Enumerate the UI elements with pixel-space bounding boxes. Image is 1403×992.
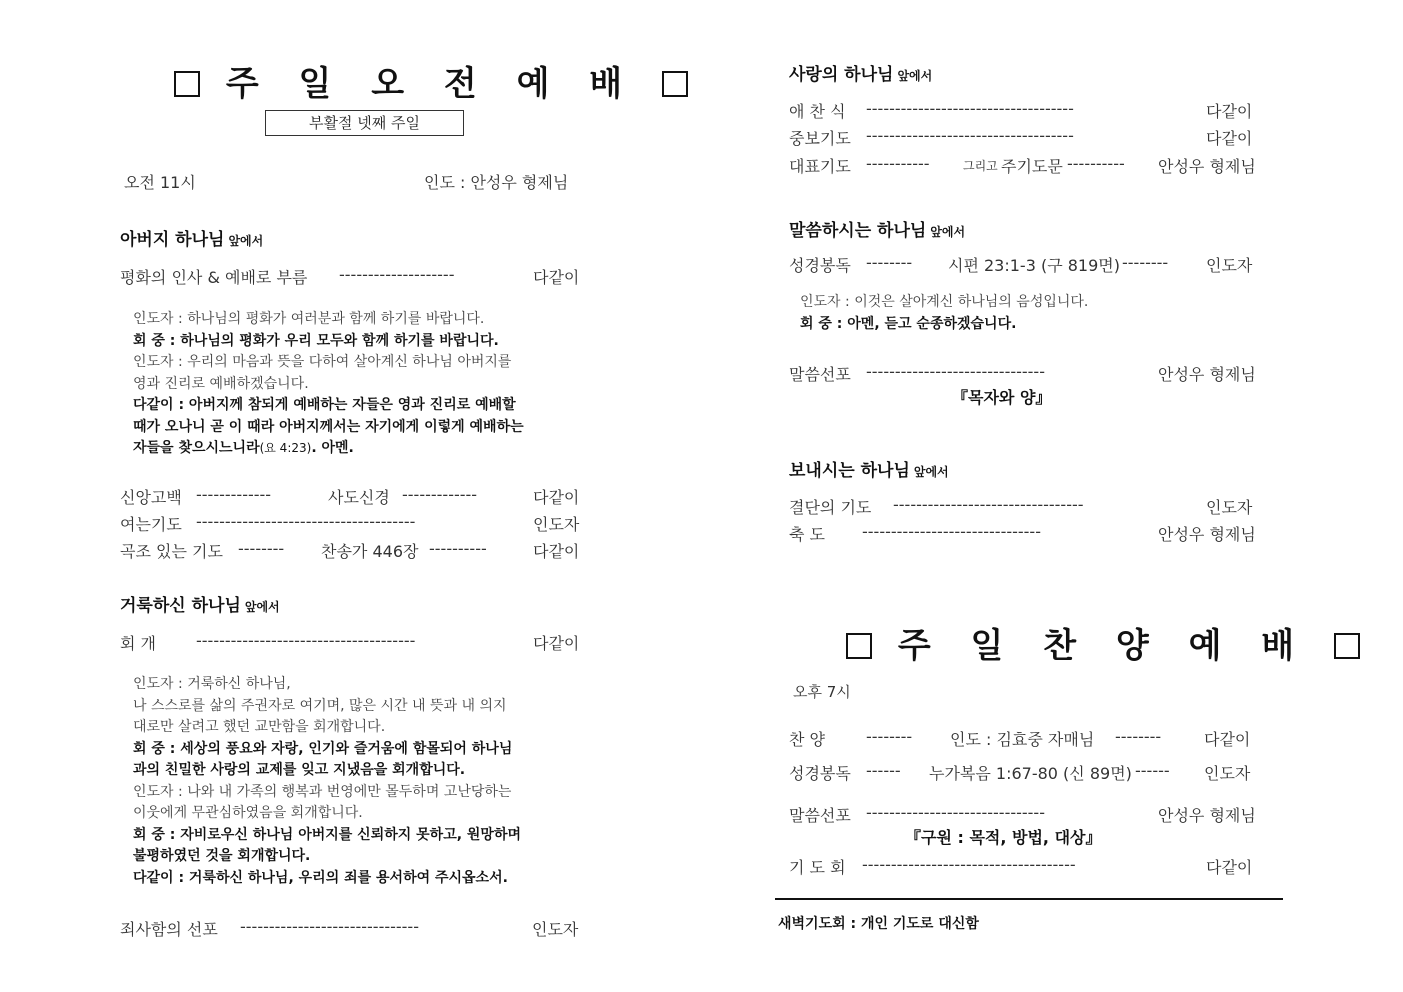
order-item-label: 기 도 회	[789, 858, 846, 877]
order-item-dash: ----------	[429, 539, 487, 558]
square-icon	[846, 633, 872, 659]
morning-service-title: 주 일 오 전 예 배	[174, 56, 688, 105]
order-item-who: 안성우 형제님	[1158, 365, 1256, 384]
subtitle-box: 부활절 넷째 주일	[265, 110, 464, 136]
section-heading: 아버지 하나님 앞에서	[120, 230, 264, 250]
order-item-who: 안성우 형제님	[1158, 525, 1256, 544]
order-item-label: 회 개	[120, 634, 156, 653]
evening-service-title: 주 일 찬 양 예 배	[846, 618, 1360, 667]
order-item-who: 다같이	[533, 542, 580, 561]
responsive-reading: 인도자 : 하나님의 평화가 여러분과 함께 하기를 바랍니다. 회 중 : 하나님의 평화가 우리 모두와 함께 하기를 바랍니다. 인도자 : 우리의 마음과 뜻을 다하여 살아계신 하나님 아버지를 영과 진리로 예배하겠습니다. 다같이 : 아버지께 참되게 예배하는 자들은 영과 진리로 예배할 때가 오나니 곧 이 때라 아버지께서는 자기에게 이렇게 예배하는 자들을 찾으시느니라(요 4:23). 아멘.	[133, 311, 524, 456]
order-item-label: 애 찬 식	[789, 102, 846, 121]
order-item-who: 안성우 형제님	[1158, 806, 1256, 825]
order-item-dash: -------------------------------	[240, 917, 419, 936]
order-item-who: 다같이	[533, 488, 580, 507]
sermon-title: 『구원 : 목적, 방법, 대상』	[905, 828, 1102, 847]
order-item-who: 인도자	[1204, 764, 1251, 783]
section-heading: 말씀하시는 하나님 앞에서	[789, 221, 966, 241]
order-item-dash: ------------------------------------	[866, 99, 1074, 118]
order-item-dash: --------	[866, 253, 913, 272]
order-item-who: 안성우 형제님	[1158, 157, 1256, 176]
order-item-label: 말씀선포	[789, 365, 851, 384]
divider-line	[775, 898, 1283, 900]
order-item-label: 성경봉독	[789, 764, 851, 783]
responsive-reading: 인도자 : 이것은 살아계신 하나님의 음성입니다. 회 중 : 아멘, 듣고 순종하겠습니다.	[800, 294, 1089, 332]
order-item-dash: ---------------------------------	[893, 495, 1084, 514]
order-item-middle: 시편 23:1-3 (구 819면)	[948, 256, 1120, 275]
order-item-dash: ----------	[1067, 154, 1125, 173]
section-heading: 거룩하신 하나님 앞에서	[120, 596, 280, 616]
order-item-who: 인도자	[532, 920, 579, 939]
order-item-dash: --------	[1122, 253, 1169, 272]
order-item-who: 다같이	[1206, 102, 1253, 121]
order-item-label: 중보기도	[789, 129, 851, 148]
order-item-dash: ------------------------------------	[866, 126, 1074, 145]
order-item-who: 다같이	[533, 268, 580, 287]
service-leader: 인도 : 안성우 형제님	[424, 173, 569, 192]
square-icon	[174, 71, 200, 97]
order-item-label: 결단의 기도	[789, 498, 872, 517]
order-item-and: 그리고	[963, 159, 998, 173]
order-item-who: 다같이	[1206, 129, 1253, 148]
section-heading: 사랑의 하나님 앞에서	[789, 65, 933, 85]
order-item-dash: --------------------	[339, 265, 455, 284]
order-item-who: 다같이	[1204, 730, 1251, 749]
order-item-dash: -------------------------------	[866, 803, 1045, 822]
service-time: 오전 11시	[124, 173, 196, 192]
order-item-dash: --------------------------------------	[196, 512, 416, 531]
order-item-label: 평화의 인사 & 예배로 부름	[120, 268, 308, 287]
order-item-dash: -------------------------------------	[862, 855, 1076, 874]
order-item-who: 다같이	[1206, 858, 1253, 877]
order-item-label: 축 도	[789, 525, 825, 544]
order-item-who: 인도자	[533, 515, 580, 534]
service-time: 오후 7시	[793, 683, 851, 701]
order-item-dash: -------------------------------	[866, 362, 1045, 381]
order-item-middle: 인도 : 김효중 자매님	[950, 730, 1095, 749]
order-item-label: 곡조 있는 기도	[120, 542, 223, 561]
order-item-label: 여는기도	[120, 515, 182, 534]
order-item-who: 다같이	[533, 634, 580, 653]
order-item-dash: ------	[866, 761, 901, 780]
order-item-middle: 누가복음 1:67-80 (신 89면)	[929, 764, 1132, 783]
order-item-dash: -----------	[866, 154, 930, 173]
footer-note: 새벽기도회 : 개인 기도로 대신함	[778, 916, 979, 932]
order-item-dash: -------------------------------	[862, 522, 1041, 541]
order-item-label: 죄사함의 선포	[120, 920, 218, 939]
sermon-title: 『목자와 양』	[952, 388, 1052, 407]
order-item-label: 대표기도	[789, 157, 851, 176]
section-heading: 보내시는 하나님 앞에서	[789, 461, 949, 481]
order-item-who: 인도자	[1206, 256, 1253, 275]
order-item-label: 말씀선포	[789, 806, 851, 825]
order-item-label: 신앙고백	[120, 488, 182, 507]
order-item-middle: 주기도문	[1001, 157, 1063, 176]
order-item-middle: 찬송가 446장	[321, 542, 419, 561]
order-item-label: 찬 양	[789, 730, 825, 749]
order-item-dash: --------	[1115, 727, 1162, 746]
order-item-dash: ------	[1135, 761, 1170, 780]
order-item-middle: 사도신경	[328, 488, 390, 507]
order-item-label: 성경봉독	[789, 256, 851, 275]
order-item-dash: -------------	[196, 485, 272, 504]
order-item-dash: --------	[238, 539, 285, 558]
order-item-dash: --------	[866, 727, 913, 746]
order-item-dash: --------------------------------------	[196, 631, 416, 650]
order-item-who: 인도자	[1206, 498, 1253, 517]
square-icon	[662, 71, 688, 97]
responsive-reading: 인도자 : 거룩하신 하나님, 나 스스로를 삶의 주권자로 여기며, 많은 시간 내 뜻과 내 의지 대로만 살려고 했던 교만함을 회개합니다. 회 중 : 세상의 풍요와 자랑, 인기와 즐거움에 함몰되어 하나님 과의 친밀한 사랑의 교제를 잊고 지냈음을 회개합니다. 인도자 : 나와 내 가족의 행복과 번영에만 몰두하며 고난당하는 이웃에게 무관심하였음을 회개합니다. 회 중 : 자비로우신 하나님 아버지를 신뢰하지 못하고, 원망하며 불평하였던 것을 회개합니다. 다같이 : 거룩하신 하나님, 우리의 죄를 용서하여 주시옵소서.	[133, 676, 522, 886]
order-item-dash: -------------	[402, 485, 478, 504]
square-icon	[1334, 633, 1360, 659]
